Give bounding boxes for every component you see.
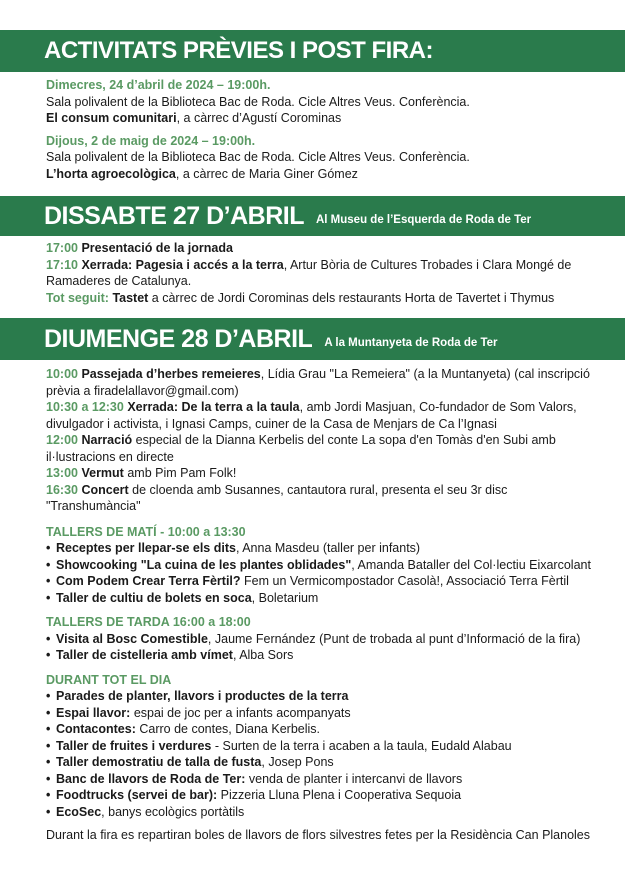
list-item: • Com Podem Crear Terra Fèrtil? Fem un Vermicompostador Casolà!, Associació Terra Fèrtil	[46, 573, 603, 590]
list-item: • Parades de planter, llavors i productes de la terra	[46, 688, 603, 705]
schedule-item: 13:00 Vermut amb Pim Pam Folk!	[46, 466, 237, 480]
list-item: • EcoSec, banys ecològics portàtils	[46, 804, 603, 821]
list-item: • Taller demostratiu de talla de fusta, Josep Pons	[46, 754, 603, 771]
sunday-schedule	[46, 366, 603, 844]
morning-workshops-list	[46, 540, 603, 606]
prev-events	[46, 77, 603, 182]
event-2	[46, 133, 603, 183]
afternoon-workshops-title: TALLERS DE TARDA 16:00 a 18:00	[46, 615, 251, 629]
list-item: • Showcooking "La cuina de les plantes oblidades", Amanda Bataller del Col·lectiu Eixarcolant	[46, 557, 603, 574]
sunday-subtitle: A la Muntanyeta de Roda de Ter	[324, 337, 498, 349]
list-item: • Receptes per llepar-se els dits, Anna Masdeu (taller per infants)	[46, 540, 603, 557]
event-1	[46, 77, 603, 127]
event-place: Sala polivalent de la Biblioteca Bac de Roda. Cicle Altres Veus. Conferència.	[46, 150, 470, 164]
all-day-list	[46, 688, 603, 820]
list-item: • Taller de fruites i verdures - Surten de la terra i acaben a la taula, Eudald Alabau	[46, 738, 603, 755]
schedule-item: 10:00 Passejada d’herbes remeieres, Lídia Grau "La Remeiera" (a la Muntanyeta) (cal inscripció prèvia a firadelallavor@gmail.com)	[46, 367, 590, 398]
event-who: , a càrrec d’Agustí Corominas	[176, 111, 342, 125]
list-item: • Espai llavor: espai de joc per a infants acompanyats	[46, 705, 603, 722]
saturday-title: DISSABTE 27 D’ABRIL	[44, 201, 304, 230]
afternoon-workshops-list	[46, 631, 603, 664]
list-item: • Taller de cistelleria amb vímet, Alba Sors	[46, 647, 603, 664]
event-who: , a càrrec de Maria Giner Gómez	[175, 166, 358, 181]
event-place: Sala polivalent de la Biblioteca Bac de Roda. Cicle Altres Veus. Conferència.	[46, 94, 470, 109]
saturday-schedule	[46, 240, 603, 306]
list-item: • Banc de llavors de Roda de Ter: venda de planter i intercanvi de llavors	[46, 771, 603, 788]
schedule-item: 17:10 Xerrada: Pagesia i accés a la terra, Artur Bòria de Cultures Trobades i Clara Mongé de Ramaderes de Catalunya.	[46, 257, 572, 288]
list-item: • Foodtrucks (servei de bar): Pizzeria Lluna Plena i Cooperativa Sequoia	[46, 787, 603, 804]
list-item: • Visita al Bosc Comestible, Jaume Fernández (Punt de trobada al punt d’Informació de la fira)	[46, 631, 603, 648]
list-item: • Taller de cultiu de bolets en soca, Boletarium	[46, 590, 603, 607]
footer-note: Durant la fira es repartiran boles de llavors de flors silvestres fetes per la Residència Can Planoles	[46, 828, 591, 842]
prev-title: ACTIVITATS PRÈVIES I POST FIRA:	[44, 37, 433, 64]
schedule-item: 10:30 a 12:30 Xerrada: De la terra a la taula, amb Jordi Masjuan, Co-fundador de Som Valors, divulgador i activista, i Ignasi Camps, cuiner de la Casa de Menjars de Ca l’Ignasi	[46, 400, 577, 431]
morning-workshops-title: TALLERS DE MATÍ - 10:00 a 13:30	[46, 524, 246, 539]
header-band-saturday	[0, 196, 625, 236]
schedule-item: Tot seguit: Tastet a càrrec de Jordi Corominas dels restaurants Horta de Tavertet i Thymus	[46, 290, 555, 305]
sunday-title: DIUMENGE 28 D’ABRIL	[44, 324, 313, 353]
all-day-title: DURANT TOT EL DIA	[46, 672, 172, 687]
schedule-item: 16:30 Concert de cloenda amb Susannes, cantautora rural, presenta el seu 3r disc "Transhumància"	[46, 482, 508, 513]
list-item: • Contacontes: Carro de contes, Diana Kerbelis.	[46, 721, 603, 738]
header-band-prev	[0, 30, 625, 72]
event-date: Dijous, 2 de maig de 2024 – 19:00h.	[46, 133, 256, 148]
event-name: El consum comunitari	[46, 111, 177, 125]
schedule-item: 17:00 Presentació de la jornada	[46, 241, 233, 255]
header-band-sunday	[0, 318, 625, 360]
saturday-subtitle: Al Museu de l’Esquerda de Roda de Ter	[315, 214, 532, 226]
schedule-item: 12:00 Narració especial de la Dianna Kerbelis del conte La sopa d'en Tomàs d'en Subi amb il·lustracions en directe	[46, 433, 556, 464]
event-name: L’horta agroecològica	[46, 166, 176, 181]
event-date: Dimecres, 24 d’abril de 2024 – 19:00h.	[46, 78, 271, 92]
